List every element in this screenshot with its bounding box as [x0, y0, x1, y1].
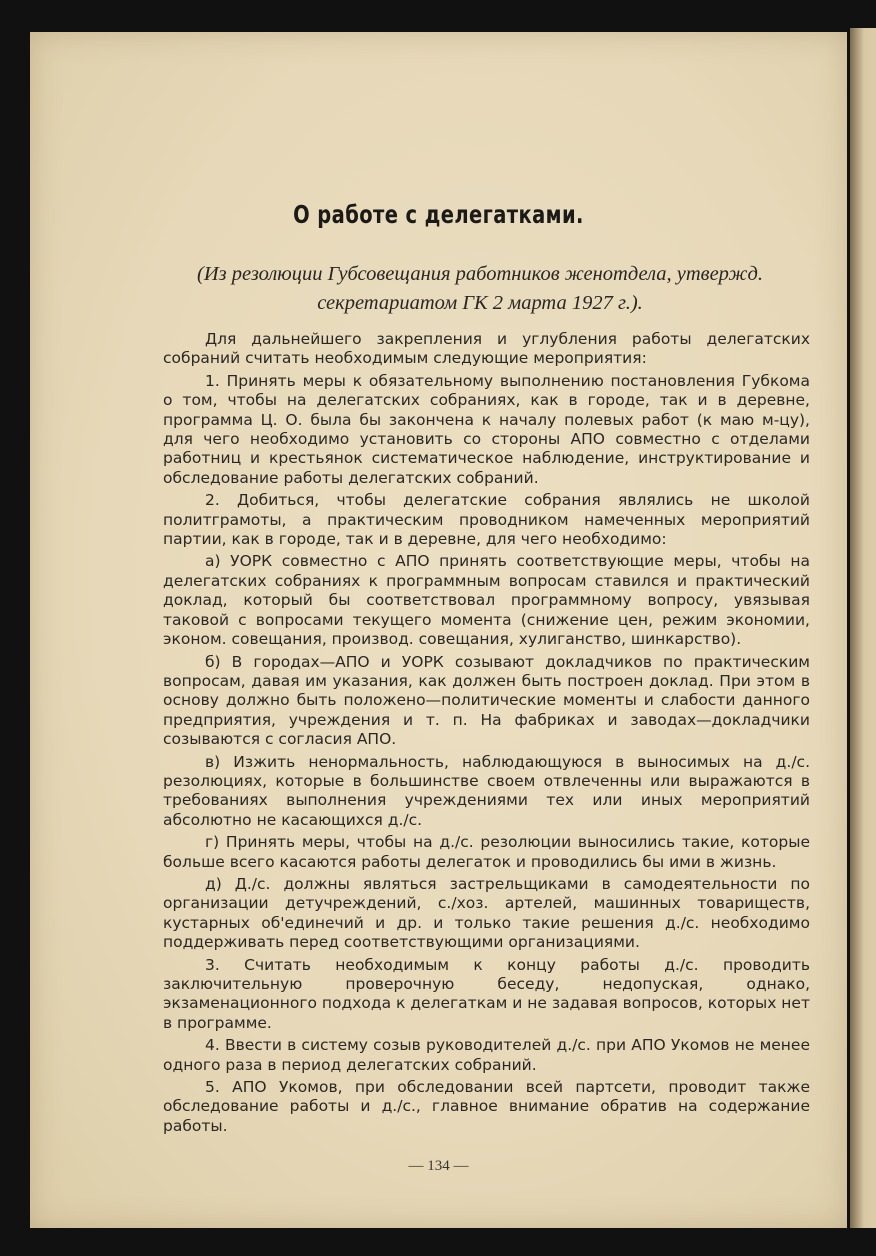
adjacent-page-edge — [850, 28, 876, 1228]
paragraph-5: 5. АПО Укомов, при обследовании всей партсети, проводит также обследование работы и д./с., главное внимание обратив на содержание работы. — [163, 1078, 810, 1135]
paragraph-2a: а) УОРК совместно с АПО принять соответствующие меры, чтобы на делегатских собраниях к программным вопросам ставился и практический доклад, который бы соответствовал программному вопросу, увязывая таковой с вопросами текущего момента (снижение цен, режим экономии, эконом. совещания, производ. совещания, хулиганство, шинкарство). — [163, 552, 810, 649]
paragraph-intro: Для дальнейшего закрепления и углубления работы делегатских собраний считать необходимым следующие мероприятия: — [163, 330, 810, 368]
paragraph-4: 4. Ввести в систему созыв руководителей д./с. при АПО Укомов не менее одного раза в период делегатских собраний. — [163, 1036, 810, 1074]
body-text — [163, 330, 810, 1139]
paragraph-2d: д) Д./с. должны являться застрельщиками в самодеятельности по организации детучреждений, с./хоз. артелей, машинных товариществ, кустарных об'единечий и др. и только такие решения д./с. необходимо поддерживать перед соответствующими организациями. — [163, 874, 810, 952]
resolution-subtitle: (Из резолюции Губсовещания работников женотдела, утвержд. секретариатом ГК 2 марта 1927 г.). — [197, 263, 763, 314]
paragraph-1: 1. Принять меры к обязательному выполнению постановления Губкома о том, чтобы на делегатских собраниях, как в городе, так и в деревне, программа Ц. О. была бы закончена к началу полевых работ (к маю м-цу), для чего необходимо установить со стороны АПО совместно с отделами работниц и крестьянок систематическое наблюдение, инструктирование и обследование работы делегатских собраний. — [163, 371, 810, 487]
paragraph-2v: в) Изжить ненормальность, наблюдающуюся в выносимых на д./с. резолюциях, которые в большинстве своем отвлеченны или выражаются в требованиях выполнения учреждениями тех или иных мероприятий абсолютно не касающихся д./с. — [163, 752, 810, 829]
page-number: — 134 — — [408, 1158, 469, 1174]
paragraph-2g: г) Принять меры, чтобы на д./с. резолюции выносились такие, которые больше всего касаются работы делегаток и проводились бы ими в жизнь. — [163, 833, 810, 871]
paragraph-2: 2. Добиться, чтобы делегатские собрания являлись не школой политграмоты, а практическим проводником намеченных мероприятий партии, как в городе, так и в деревне, для чего необходимо: — [163, 491, 810, 549]
paragraph-2b: б) В городах—АПО и УОРК созывают докладчиков по практическим вопросам, давая им указания, как должен быть построен доклад. При этом в основу должно быть положено—политические моменты и слабости данного предприятия, учреждения и т. п. На фабриках и заводах—докладчики созываются с согласия АПО. — [163, 652, 810, 749]
book-page — [30, 32, 847, 1228]
page-title: О работе с делегатками. — [293, 200, 584, 229]
paragraph-3: 3. Считать необходимым к концу работы д./с. проводить заключительную проверочную беседу, недопуская, однако, экзаменационного подхода к делегаткам и не задавая вопросов, которых нет в программе. — [163, 955, 810, 1032]
